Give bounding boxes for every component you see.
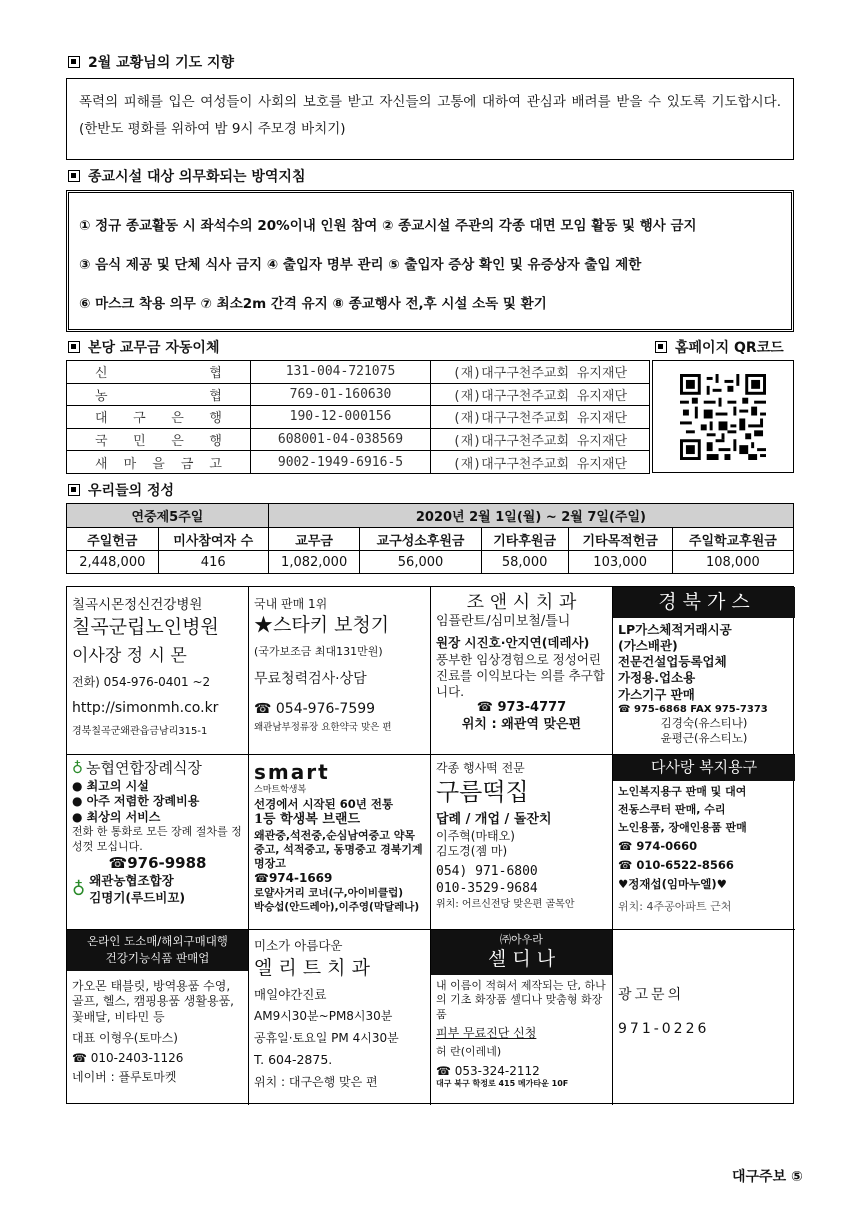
ad-line: 무료청력검사·상담 [254, 670, 367, 687]
qr-code-icon[interactable] [680, 374, 766, 460]
ad-line: 1등 학생복 브랜드 [254, 811, 361, 827]
ad-line: 전동스쿠터 판매, 수리 [618, 802, 726, 816]
ad-line: 윤평근(유스티노) [660, 730, 748, 745]
ad-line: 미소가 아름다운 [254, 938, 343, 953]
ad-line: 김명기(루드비꼬) [89, 889, 186, 905]
ad-line: 건강기능식품 판매업 [105, 951, 210, 966]
table-row [67, 504, 794, 528]
prayer-box [66, 78, 794, 160]
offering-section-title [68, 480, 174, 500]
ad-line: ● 아주 저렴한 장례비용 [72, 794, 200, 809]
rules-line: ⑥ 마스크 착용 의무 ⑦ 최소2m 간격 유지 ⑧ 종교행사 전,후 시설 소독 및 환기 [79, 296, 547, 312]
ad-line: ☎ 975-6868 FAX 975-7373 [618, 703, 768, 715]
ad-line: 왜관농협조합장 [89, 873, 174, 889]
table-row [67, 551, 794, 574]
rules-box [66, 190, 794, 332]
ad-line: LP가스체적거래시공 [618, 621, 732, 637]
offering-value: 58,000 [481, 551, 568, 574]
prayer-title: 2월 교황님의 기도 지향 [88, 55, 235, 71]
bank-account: 9002-1949-6916-5 [251, 451, 431, 474]
ad-line: ☎ 053-324-2112 [436, 1063, 540, 1078]
ad-heading: ♁ 농협연합장례식장 [72, 759, 202, 777]
bank-name: 농 협 [67, 383, 251, 406]
ad-line: T. 604-2875. [254, 1052, 333, 1068]
offering-header: 기타목적헌금 [568, 528, 672, 551]
bank-table [66, 360, 650, 474]
ad-rice-cake [431, 755, 613, 930]
ad-line: ☎ 010-2403-1126 [72, 1050, 184, 1065]
ad-heading: 경 북 가 스 [613, 587, 795, 618]
square-bullet-icon [655, 341, 667, 353]
table-row [67, 406, 650, 429]
prayer-section-title [68, 52, 234, 72]
offering-value: 1,082,000 [268, 551, 360, 574]
ad-gas [613, 587, 795, 755]
ad-heading: 조 앤 시 치 과 [466, 592, 577, 613]
prayer-text: 폭력의 피해를 입은 여성들이 사회의 보호를 받고 자신들의 고통에 대하여 관심과 배려를 받을 수 있도록 기도합시다. (한반도 평화를 위하여 밤 9시 주모경 바치기) [79, 94, 781, 137]
table-row [67, 383, 650, 406]
ad-line: 내 이름이 적혀서 제작되는 단, 하나의 기초 화장품 셀디나 맞춤형 화장품 [436, 978, 606, 1021]
ad-line: 김경숙(유스티나) [660, 715, 748, 730]
bank-name: 대 구 은 행 [67, 406, 251, 429]
bank-account: 190-12-000156 [251, 406, 431, 429]
offering-header: 주일헌금 [67, 528, 159, 551]
ad-line: 노인용품, 장애인용품 판매 [618, 821, 747, 835]
ad-line: 위치: 4주공아파트 근처 [618, 900, 732, 914]
bank-name: 새 마 을 금 고 [67, 451, 251, 474]
ad-line: 선경에서 시작된 60년 전통 [254, 796, 394, 811]
ad-heading: ★스타키 보청기 [254, 613, 390, 636]
ad-line: 김도경(젬 마) [436, 844, 508, 859]
ad-line: http://simonmh.co.kr [72, 699, 219, 716]
ad-line: 왜관중,석전중,순심남여중고 약목중고, 석적중고, 동명중고 경북기계명장고 [254, 828, 423, 871]
ad-inquiry [613, 930, 795, 1105]
ad-line: 전화) 054-976-0401 ~2 [72, 675, 211, 690]
ad-line: 임플란트/심미보철/틀니 [436, 614, 571, 630]
ad-line: 칠곡시몬정신건강병원 [72, 597, 203, 613]
ad-line: ㈜아우라 [500, 933, 543, 946]
ad-line: 대구 북구 학정로 415 메가타운 10F [436, 1079, 569, 1089]
ad-line: 위치 : 왜관역 맞은편 [461, 717, 582, 733]
qr-box [652, 360, 794, 473]
offering-value: 108,000 [672, 551, 793, 574]
offering-header: 미사참여자 수 [158, 528, 268, 551]
ad-line: 이사장 정 시 몬 [72, 646, 187, 667]
offering-title: 우리들의 정성 [88, 483, 175, 499]
ad-line: 전화 한 통화로 모든 장례 절차를 정성껏 모십니다. [72, 825, 242, 853]
ad-line: 풍부한 임상경험으로 정성어린 진료를 이익보다는 의를 추구합니다. [436, 651, 605, 700]
ad-line: 가정용.업소용 [618, 670, 696, 686]
ad-line: ☎ 973-4777 [476, 700, 567, 716]
rules-line: ① 정규 종교활동 시 좌석수의 20%이내 인원 참여 ② 종교시설 주관의 각종 대면 모임 활동 및 행사 금지 [79, 218, 697, 234]
ad-line: ☎974-1669 [254, 871, 333, 886]
rules-title: 종교시설 대상 의무화되는 방역지침 [88, 169, 306, 185]
ad-elite-dental [249, 930, 431, 1105]
ad-line: 로얄사거리 코너(구,아이비클럽) [254, 887, 404, 899]
ad-line: ☎976-9988 [108, 853, 207, 872]
ad-line: ● 최상의 서비스 [72, 809, 161, 824]
nonghyup-logo-icon: ♁ [72, 878, 86, 900]
rules-line: ③ 음식 제공 및 단체 식사 금지 ④ 출입자 명부 관리 ⑤ 출입자 증상 확인 및 유증상자 출입 제한 [79, 257, 642, 273]
ad-line: 가스기구 판매 [618, 686, 695, 702]
offering-value: 103,000 [568, 551, 672, 574]
square-bullet-icon [68, 170, 80, 182]
ad-hospital [67, 587, 249, 755]
ad-line: 온라인 도소매/해외구매대행 [87, 934, 228, 948]
ad-line: 대표 이형우(토마스) [72, 1031, 178, 1046]
ad-heading [431, 930, 612, 975]
offering-value: 416 [158, 551, 268, 574]
ad-line: 공휴일·토요일 PM 4시30분 [254, 1030, 399, 1045]
offering-value: 2,448,000 [67, 551, 159, 574]
ad-line: ☎ 054-976-7599 [254, 700, 376, 717]
ad-line: 국내 판매 1위 [254, 597, 328, 611]
ad-line: 원장 시진호·안지연(데레사) [436, 635, 590, 651]
ad-line: 이주혁(마태오) [436, 828, 515, 843]
ad-line: 매일야간진료 [254, 986, 327, 1002]
table-row [67, 528, 794, 551]
square-bullet-icon [68, 484, 80, 496]
bank-name: 신 협 [67, 361, 251, 384]
ad-line: AM9시30분~PM8시30분 [254, 1009, 393, 1024]
offering-table [66, 503, 794, 574]
qr-section-title [655, 337, 784, 357]
offering-week: 연중제5주일 [67, 504, 269, 528]
ad-welfare [613, 755, 795, 930]
ad-line: 010-3529-9684 [436, 880, 538, 896]
table-row [67, 451, 650, 474]
ad-line: 네이버 : 플루토마켓 [72, 1070, 177, 1085]
ad-heading: 다사랑 복지용구 [613, 755, 795, 781]
bank-account: 608001-04-038569 [251, 428, 431, 451]
offering-period: 2020년 2월 1일(월) ~ 2월 7일(주일) [268, 504, 793, 528]
ad-line: (국가보조금 최대131만원) [254, 645, 383, 659]
bank-owner: (재)대구구천주교회 유지재단 [431, 451, 650, 474]
ad-line: 답례 / 개업 / 돌잔치 [436, 811, 552, 827]
ad-line: 위치 : 대구은행 맞은 편 [254, 1074, 378, 1089]
ad-line: 왜관남부정류장 요한약국 맞은 편 [254, 721, 392, 733]
square-bullet-icon [68, 341, 80, 353]
nonghyup-logo-icon: ♁ [72, 759, 83, 777]
ad-hearing-aid [249, 587, 431, 755]
rules-section-title [68, 166, 305, 186]
ad-line: 가오몬 태블릿, 방역용품 수영, 골프, 헬스, 캠핑용품 생활용품, 꽃배달, 비타민 등 [72, 978, 234, 1024]
ad-line: 광고문의 [618, 987, 685, 1003]
offering-header: 교무금 [268, 528, 360, 551]
ad-line: 971-0226 [618, 1021, 710, 1038]
ad-line: ● 최고의 시설 [72, 778, 149, 793]
ad-heading: 칠곡군립노인병원 [72, 615, 219, 638]
ad-line: 위치: 어르신전당 맞은편 골목안 [436, 898, 575, 910]
ad-line: 피부 무료진단 신청 [436, 1025, 537, 1040]
ad-heading: 엘 리 트 치 과 [254, 957, 370, 980]
ad-line: 노인복지용구 판매 및 대여 [618, 784, 747, 798]
offering-value: 56,000 [360, 551, 481, 574]
bank-account: 131-004-721075 [251, 361, 431, 384]
ad-line: ♥정재섭(임마누엘)♥ [618, 877, 727, 892]
ad-cosmetics [431, 930, 613, 1105]
ad-line: ☎ 010-6522-8566 [618, 858, 734, 873]
ad-dental-joan [431, 587, 613, 755]
square-bullet-icon [68, 56, 80, 68]
ad-line: 박승섭(안드레아),이주영(막달레나) [254, 900, 420, 913]
bank-title: 본당 교무금 자동이체 [88, 340, 220, 356]
ad-line: 각종 행사떡 전문 [436, 761, 525, 775]
bank-owner: (재)대구구천주교회 유지재단 [431, 383, 650, 406]
table-row [67, 361, 650, 384]
offering-header: 주일학교후원금 [672, 528, 793, 551]
bank-name: 국 민 은 행 [67, 428, 251, 451]
ad-line: 셀 디 나 [487, 948, 556, 971]
page-footer: 대구주보 ⑤ [732, 1169, 803, 1185]
bank-owner: (재)대구구천주교회 유지재단 [431, 428, 650, 451]
ad-heading: smart [254, 760, 330, 784]
ad-line: ☎ 974-0660 [618, 839, 698, 854]
ad-line: (가스배관) [618, 637, 678, 653]
ad-heading [67, 930, 248, 971]
ad-smart-uniform [249, 755, 431, 930]
ad-line: 스마트학생복 [254, 785, 307, 795]
ad-funeral [67, 755, 249, 930]
bank-section-title [68, 337, 219, 357]
ad-online-shop [67, 930, 249, 1105]
bank-owner: (재)대구구천주교회 유지재단 [431, 406, 650, 429]
ad-line: 허 란(이레네) [436, 1045, 502, 1059]
offering-header: 기타후원금 [481, 528, 568, 551]
ad-line: 전문건설업등록업체 [618, 654, 727, 670]
qr-title: 홈페이지 QR코드 [675, 340, 784, 356]
offering-header: 교구성소후원금 [360, 528, 481, 551]
ad-line [72, 873, 243, 906]
ad-heading: 구름떡집 [436, 777, 529, 806]
table-row [67, 428, 650, 451]
bank-owner: (재)대구구천주교회 유지재단 [431, 361, 650, 384]
ad-line: 054) 971-6800 [436, 863, 538, 879]
bank-account: 769-01-160630 [251, 383, 431, 406]
ads-grid [66, 586, 794, 1104]
ad-line: 경북칠곡군왜관읍금남리315-1 [72, 726, 208, 738]
